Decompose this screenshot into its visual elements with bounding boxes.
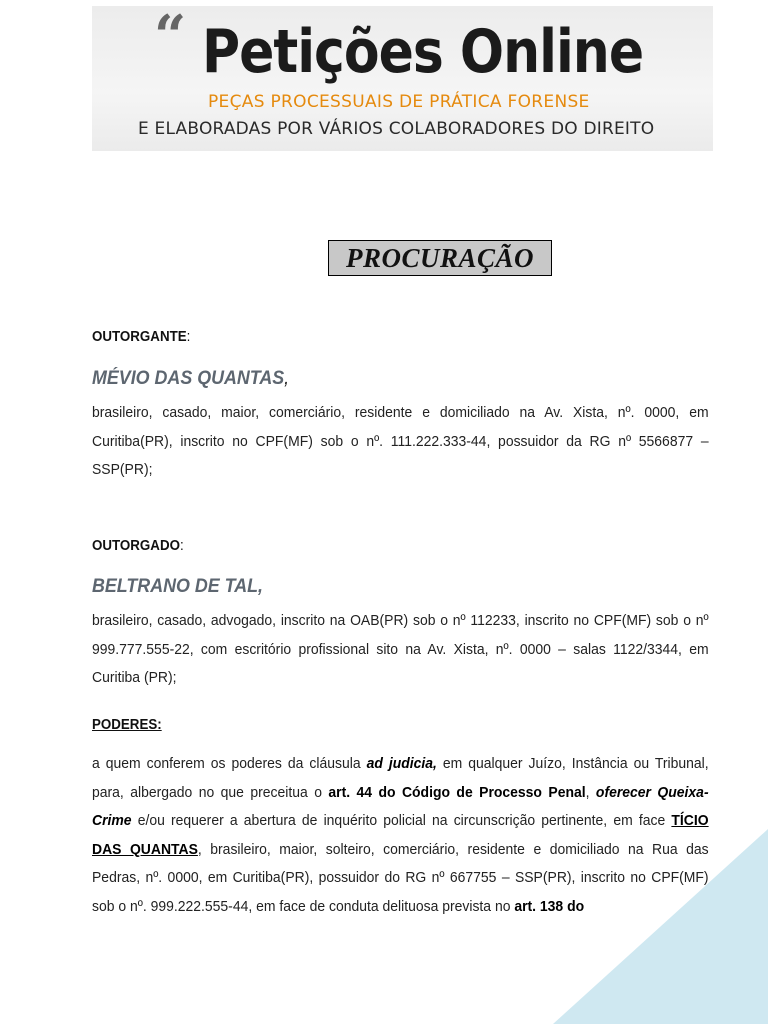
poderes-text: a quem conferem os poderes da cláusula ad judicia, em qualquer Juízo, Instância ou Tribunal, para, albergado no que preceitua o art. 44 do Código de Processo Penal, oferecer Queixa-Crime e/ou requerer a abertura de inquérito policial na circunscrição pertinente, em face TÍCIO DAS QUANTAS, brasileiro, maior, solteiro, comerciário, residente e domiciliado na Rua das Pedras, nº. 0000, em Curitiba(PR), possuidor do RG nº 667755 – SSP(PR), inscrito no CPF(MF) sob o nº. 999.222.555-44, em face de conduta delituosa prevista no art. 138 do: [92, 755, 709, 915]
page-number: 2: [710, 928, 717, 943]
outorgante-name: MÉVIO DAS QUANTAS,: [92, 368, 290, 389]
banner-subtitle-2: E ELABORADAS POR VÁRIOS COLABORADORES DO DIREITO: [138, 119, 655, 139]
outorgado-name: BELTRANO DE TAL,: [92, 576, 263, 597]
poderes-label: PODERES:: [92, 717, 162, 733]
document-title: PROCURAÇÃO: [328, 240, 552, 276]
header-banner: [92, 3, 713, 151]
quote-mark-icon: “: [154, 3, 187, 69]
outorgante-label: OUTORGANTE:: [92, 329, 191, 345]
outorgante-text: brasileiro, casado, maior, comerciário, residente e domiciliado na Av. Xista, nº. 0000, em Curitiba(PR), inscrito no CPF(MF) sob o nº. 111.222.333-44, possuidor da RG nº 5566877 – SSP(PR);: [92, 404, 709, 478]
outorgado-label: OUTORGADO:: [92, 538, 184, 554]
outorgado-text: brasileiro, casado, advogado, inscrito na OAB(PR) sob o nº 112233, inscrito no CPF(MF) sob o nº 999.777.555-22, com escritório profissional sito na Av. Xista, nº. 0000 – salas 1122/3344, em Curitiba (PR);: [92, 612, 709, 686]
corner-decoration: [553, 829, 768, 1024]
banner-title: Petições Online: [202, 18, 644, 87]
banner-subtitle-1: PEÇAS PROCESSUAIS DE PRÁTICA FORENSE: [208, 92, 590, 112]
